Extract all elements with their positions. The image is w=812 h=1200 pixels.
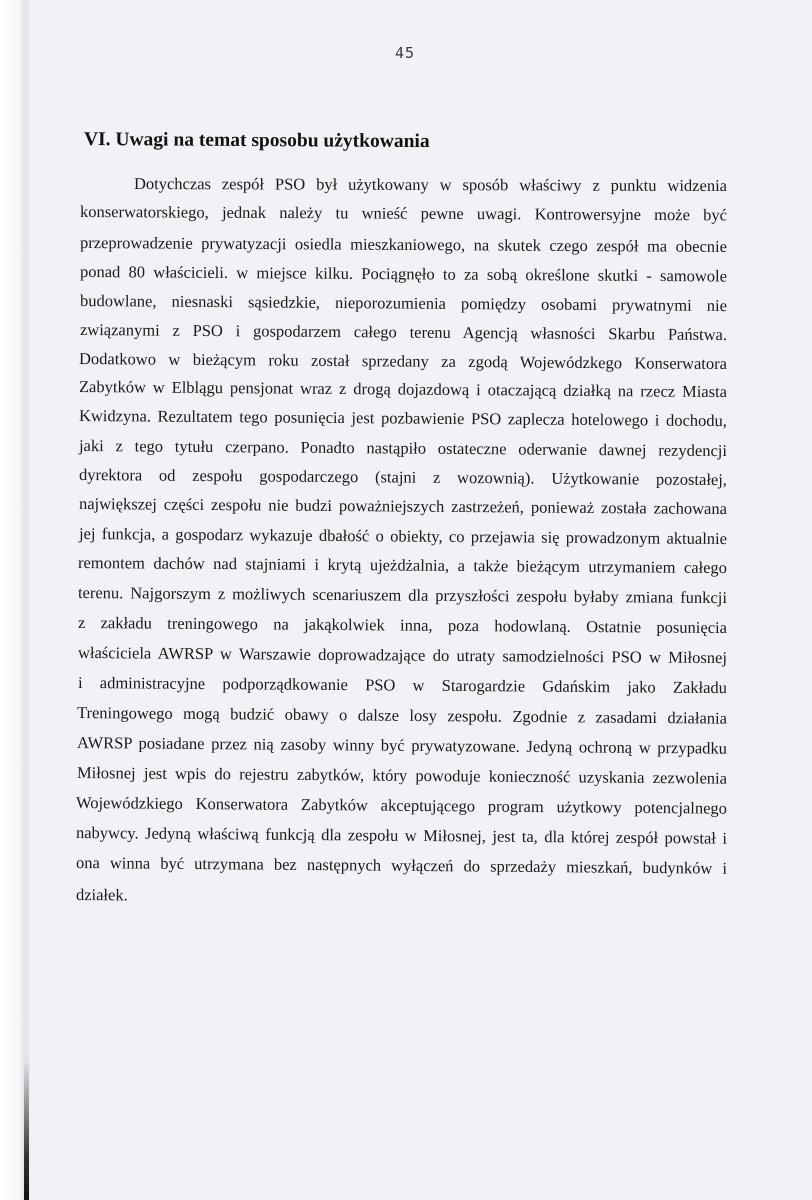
paragraph-line: AWRSP posiadane przez nią zasoby winny być prywatyzowane. Jedyną ochroną w przypadku [76, 733, 728, 758]
paragraph-line: z zakładu treningowego na jakąkolwiek inna, poza hodowlaną. Ostatnie posunięcia [77, 613, 728, 638]
paragraph-line: remontem dachów nad stajniami i krytą ujeżdżalnia, a także bieżącym utrzymaniem całego [77, 553, 728, 578]
paragraph-line: Wojewódzkiego Konserwatora Zabytków akceptującego program użytkowy potencjalnego [75, 793, 728, 818]
paragraph-line: dyrektora od zespołu gospodarczego (stajni z wozownią). Użytkowanie pozostałej, [78, 465, 728, 490]
paragraph-line: właściciela AWRSP w Warszawie doprowadzające do utraty samodzielności PSO w Miłosnej [77, 643, 728, 668]
paragraph-line: związanymi z PSO i gospodarzem całego terenu Agencją własności Skarbu Państwa. [79, 320, 728, 345]
paragraph-line: przeprowadzenie prywatyzacji osiedla mieszkaniowego, na skutek czego zespół ma obecnie [79, 233, 728, 256]
paragraph-line: jaki z tego tytułu czerpano. Ponadto nastąpiło ostateczne oderwanie dawnej rezydencji [78, 436, 728, 461]
paragraph-line: działek. [75, 885, 128, 905]
scan-edge [0, 0, 30, 1200]
paragraph-line: nabywcy. Jedyną właściwą funkcją dla zespołu w Miłosnej, jest ta, dla której zespół powstał i [75, 823, 728, 848]
paragraph-line: jej funkcja, a gospodarz wykazuje dbałość o obiekty, co przejawia się prowadzonym aktualnie [78, 524, 728, 549]
paragraph-line: największej części zespołu nie budzi poważniejszych zastrzeżeń, ponieważ została zachowana [78, 494, 728, 519]
paragraph-line: Dotychczas zespół PSO był użytkowany w sposób właściwy z punktu widzenia [133, 174, 728, 196]
paragraph-line: ponad 80 właścicieli. w miejsce kilku. Pociągnęło to za sobą określone skutki - samowole [79, 262, 728, 286]
paragraph-line: konserwatorskiego, jednak należy tu wnieść pewne uwagi. Kontrowersyjne może być [79, 202, 728, 225]
paragraph-line: Miłosnej jest wpis do rejestru zabytków, który powoduje konieczność uzyskania zezwolenia [76, 763, 728, 788]
paragraph-line: ona winna być utrzymana bez następnych wyłączeń do sprzedaży mieszkań, budynków i [75, 853, 728, 878]
paragraph-line: Zabytków w Elblągu pensjonat wraz z drogą dojazdową i otaczającą działką na rzecz Miasta [78, 377, 728, 402]
paragraph-line: terenu. Najgorszym z możliwych scenariuszem dla przyszłości zespołu byłaby zmiana funkcji [77, 583, 728, 608]
paragraph-line: Treningowego mogą budzić obawy o dalsze losy zespołu. Zgodnie z zasadami działania [76, 703, 728, 728]
paragraph-line: budowlane, niesnaski sąsiedzkie, nieporozumienia pomiędzy osobami prywatnymi nie [79, 291, 728, 316]
paragraph-line: Dodatkowo w bieżącym roku został sprzedany za zgodą Wojewódzkego Konserwatora [78, 349, 728, 374]
paragraph-line: Kwidzyna. Rezultatem tego posunięcia jest pozbawienie PSO zaplecza hotelowego i dochodu, [78, 406, 728, 431]
section-heading: VI. Uwagi na temat sposobu użytkowania [83, 129, 430, 153]
scan-shadow [24, 1060, 29, 1200]
page-number: 45 [394, 44, 416, 62]
paragraph-line: i administracyjne podporządkowanie PSO w Starogardzie Gdańskim jako Zakładu [77, 673, 728, 698]
